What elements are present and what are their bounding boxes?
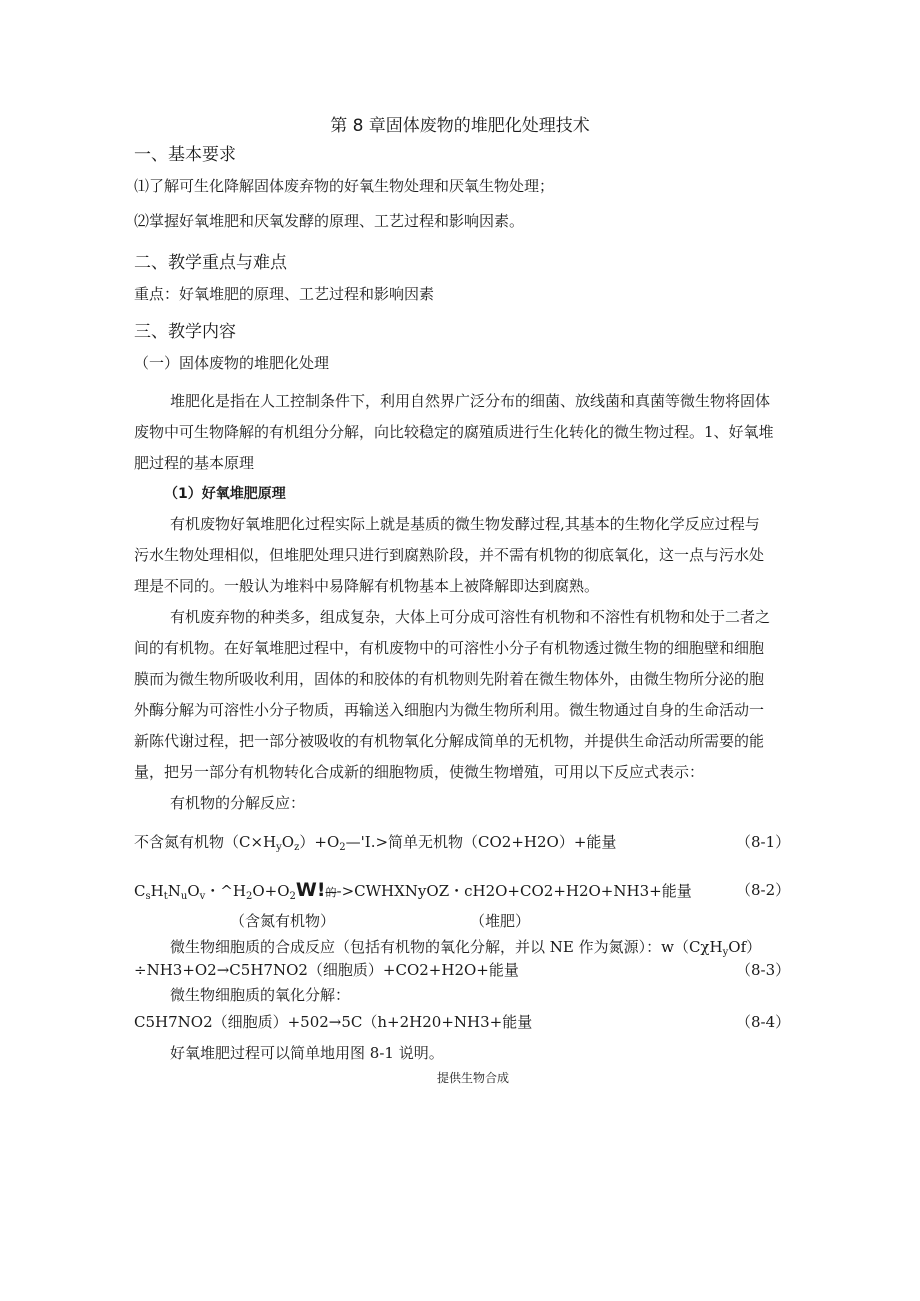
requirement-item-1: ⑴了解可生化降解固体废弃物的好氧生物处理和厌氧生物处理； [134,177,555,195]
figure-reference: 好氧堆肥过程可以简单地用图 8-1 说明。 [170,1044,444,1062]
equation-8-3-line-1: 微生物细胞质的合成反应（包括有机物的氧化分解，并以 NE 作为氮源）：w（CχH$_y$Of） [170,938,762,958]
para1-line-1: 堆肥化是指在人工控制条件下，利用自然界广泛分布的细菌、放线菌和真菌等微生物将固体 [170,392,771,410]
equation-number-8-3: （8-3） [736,961,791,979]
equation-8-4: C5H7NO2（细胞质）+502→5C（h+2H20+NH3+能量 [134,1013,533,1031]
equation-number-8-1: （8-1） [736,833,791,851]
decomposition-label: 有机物的分解反应： [170,794,306,812]
section3-heading: 三、教学内容 [134,322,236,342]
equation-number-8-2: （8-2） [736,881,791,899]
oxidation-label: 微生物细胞质的氧化分解： [170,986,351,1004]
subsection-composting: （一）固体废物的堆肥化处理 [134,354,330,372]
para3-line-5: 新陈代谢过程，把一部分被吸收的有机物氧化分解成简单的无机物，并提供生命活动所需要的能 [134,732,765,750]
section1-heading: 一、基本要求 [134,145,236,165]
para3-line-3: 膜而为微生物所吸收利用，固体的和胶体的有机物则先附着在微生物体外，由微生物所分泌的胞 [134,670,765,688]
key-point: 重点：好氧堆肥的原理、工艺过程和影响因素 [134,285,435,303]
figure-caption-fragment: 提供生物合成 [437,1071,510,1085]
requirement-item-2: ⑵掌握好氧堆肥和厌氧发酵的原理、工艺过程和影响因素。 [134,212,525,230]
para2-line-2: 污水生物处理相似，但堆肥处理只进行到腐熟阶段，并不需有机物的彻底氧化，这一点与污水处 [134,546,765,564]
page-title: 第 8 章固体废物的堆肥化处理技术 [330,116,590,136]
label-nitrogen-organic: （含氮有机物） [230,912,336,930]
equation-8-3-line-2: ÷NH3+O2→C5H7NO2（细胞质）+CO2+H2O+能量 [134,961,519,979]
para2-line-3: 理是不同的。一般认为堆料中易降解有机物基本上被降解即达到腐熟。 [134,577,600,595]
subsection-aerobic-principle: （1）好氧堆肥原理 [164,486,286,502]
equation-8-2: $C_sH_tN_uO_v$・$\^{}H_2O+O_2W$!的->CWHXNyOZ・cH2O+CO2+H2O+NH3+能量 [134,879,692,902]
para3-line-2: 间的有机物。在好氧堆肥过程中，有机废物中的可溶性小分子有机物透过微生物的细胞壁和细胞 [134,639,765,657]
para3-line-1: 有机废弃物的种类多，组成复杂，大体上可分成可溶性有机物和不溶性有机物和处于二者之 [170,608,771,626]
para1-line-3: 肥过程的基本原理 [134,454,255,472]
equation-8-1: 不含氮有机物$(C\times H_yO_z)+O_2—'I.>$简单无机物（CO2+H2O）+能量 [134,833,617,853]
label-compost: （堆肥） [470,912,531,930]
para3-line-4: 外酶分解为可溶性小分子物质，再输送入细胞内为微生物所利用。微生物通过自身的生命活动一 [134,701,765,719]
para1-line-2: 废物中可生物降解的有机组分分解，向比较稳定的腐殖质进行生化转化的微生物过程。1、好氧堆 [134,423,774,441]
section2-heading: 二、教学重点与难点 [134,253,287,273]
para2-line-1: 有机废物好氧堆肥化过程实际上就是基质的微生物发酵过程,其基本的生物化学反应过程与 [170,515,760,533]
equation-number-8-4: （8-4） [736,1013,791,1031]
section-heading-basic-requirements [134,144,236,166]
para3-line-6: 量，把另一部分有机物转化合成新的细胞物质，使微生物增殖，可用以下反应式表示： [134,763,705,781]
